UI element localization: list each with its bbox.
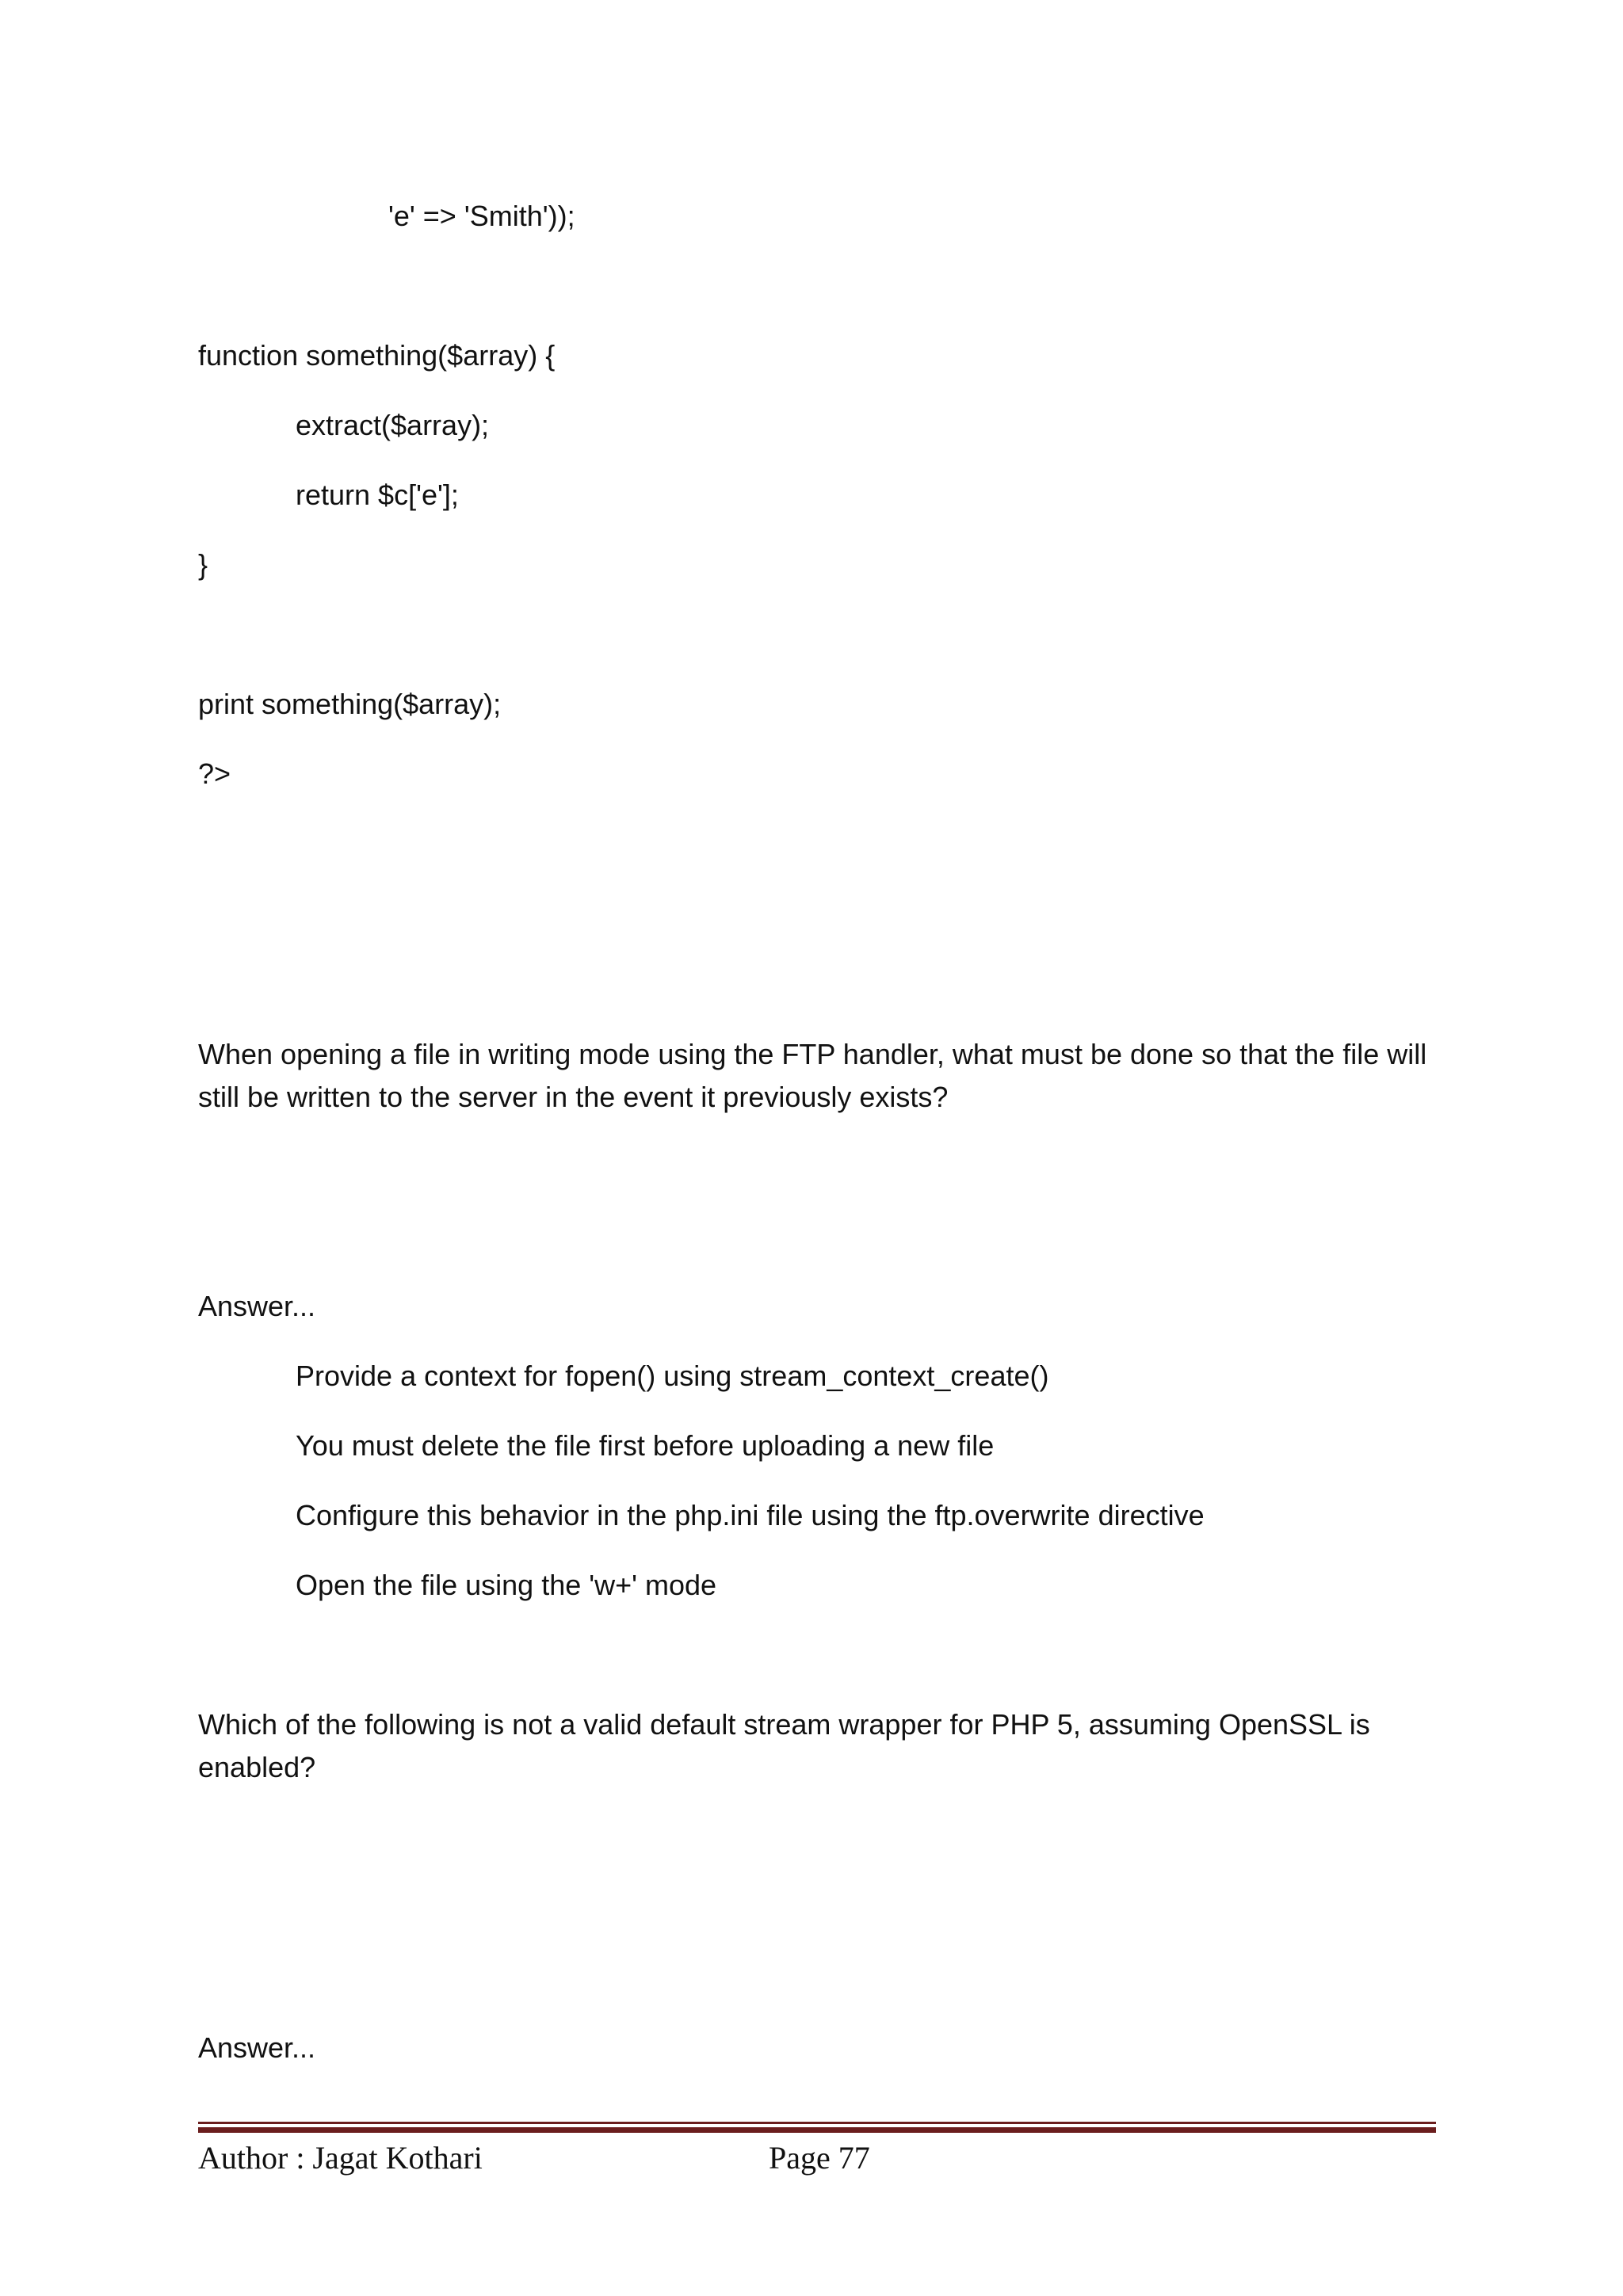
answer-label: Answer... <box>198 2031 316 2064</box>
answer-label: Answer... <box>198 1290 316 1322</box>
code-line-function-declaration: function something($array) { <box>198 339 556 372</box>
footer-rule-thin <box>198 2122 1436 2124</box>
footer-rule-thick <box>198 2127 1436 2133</box>
code-line-print: print something($array); <box>198 688 502 720</box>
code-line-array-end: 'e' => 'Smith')); <box>388 200 575 232</box>
code-line-extract: extract($array); <box>296 409 490 441</box>
answer-option: Configure this behavior in the php.ini file using the ftp.overwrite directive <box>296 1499 1205 1531</box>
footer-author: Author : Jagat Kothari <box>198 2140 483 2176</box>
question-stream-wrapper: Which of the following is not a valid default stream wrapper for PHP 5, assuming OpenSSL is enabled? <box>198 1708 1370 1783</box>
code-line-php-close: ?> <box>198 757 231 790</box>
answer-option: You must delete the file first before uploading a new file <box>296 1429 995 1462</box>
answer-option: Open the file using the 'w+' mode <box>296 1569 717 1601</box>
footer-page-number: Page 77 <box>769 2140 870 2176</box>
answer-option: Provide a context for fopen() using stream_context_create() <box>296 1360 1049 1392</box>
question-ftp-overwrite: When opening a file in writing mode using the FTP handler, what must be done so that the file will still be written to the server in the event it previously exists? <box>198 1038 1427 1113</box>
code-line-closing-brace: } <box>198 548 208 581</box>
code-line-return: return $c['e']; <box>296 479 459 511</box>
